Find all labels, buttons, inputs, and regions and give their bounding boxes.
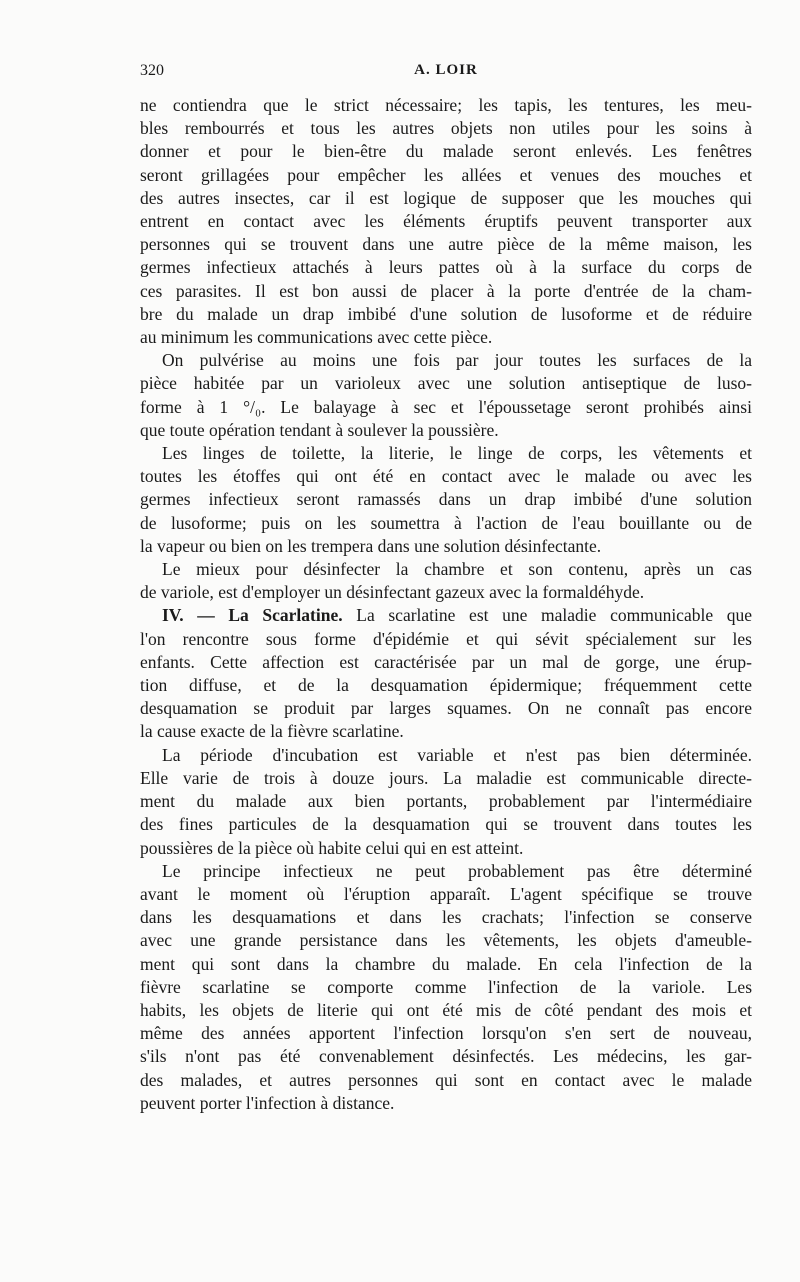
text-line: avant le moment où l'éruption apparaît. L'agent spécifique se trouve [140,883,752,904]
text-line: ces parasites. Il est bon aussi de placer à la porte d'entrée de la cham- [140,280,752,301]
text-line: Elle varie de trois à douze jours. La maladie est communicable directe- [140,767,752,788]
text-line: que toute opération tendant à soulever la poussière. [140,419,499,440]
text-line: pièce habitée par un varioleux avec une solution antiseptique de luso- [140,373,752,394]
text-line: La période d'incubation est variable et n'est pas bien déterminée. [162,744,752,765]
page-number: 320 [140,62,164,79]
text-line: ment du malade aux bien portants, probablement par l'intermédiaire [140,791,752,812]
text-line: dans les desquamations et dans les crachats; l'infection se conserve [140,907,752,928]
running-head-author: A. LOIR [414,62,478,78]
paragraph [140,442,752,558]
text-line: s'ils n'ont pas été convenablement désinfectés. Les médecins, les gar- [140,1046,752,1067]
text-line: même des années apportent l'infection lorsqu'on s'en sert de nouveau, [140,1023,752,1044]
paragraph [140,94,752,349]
text-line: germes infectieux seront ramassés dans un drap imbibé d'une solution [140,489,752,510]
text-line: enfants. Cette affection est caractérisée par un mal de gorge, une érup- [140,651,752,672]
text-line: habits, les objets de literie qui ont été mis de côté pendant des mois et [140,999,752,1020]
text-line: la vapeur ou bien on les trempera dans une solution désinfectante. [140,535,602,556]
section-heading: IV. — La Scarlatine. [162,605,343,626]
text-line: toutes les étoffes qui ont été en contact avec le malade ou avec les [140,466,752,487]
running-header [140,62,752,86]
text-line: donner et pour le bien-être du malade seront enlevés. Les fenêtres [140,141,752,162]
text-line: au minimum les communications avec cette pièce. [140,327,493,348]
text-line: On pulvérise au moins une fois par jour toutes les surfaces de la [162,350,752,371]
text-line: fièvre scarlatine se comporte comme l'infection de la variole. Les [140,976,752,997]
paragraph [140,604,752,743]
text-line: desquamation se produit par larges squames. On ne connaît pas encore [140,698,752,719]
text-line: avec une grande persistance dans les vêtements, les objets d'ameuble- [140,930,752,951]
text-line: des malades, et autres personnes qui sont en contact avec le malade [140,1069,752,1090]
paragraph [140,860,752,1115]
text-line: des fines particules de la desquamation qui se trouvent dans toutes les [140,814,752,835]
text-line: des autres insectes, car il est logique de supposer que les mouches qui [140,187,752,208]
paragraph [140,349,752,442]
text-line: entrent en contact avec les éléments éruptifs peuvent transporter aux [140,211,752,232]
text-line: de variole, est d'employer un désinfectant gazeux avec la formaldéhyde. [140,582,645,603]
text-line: de lusoforme; puis on les soumettra à l'action de l'eau bouillante ou de [140,512,752,533]
text-line: personnes qui se trouvent dans une autre pièce de la même maison, les [140,234,752,255]
text-line: poussières de la pièce où habite celui qui en est atteint. [140,837,524,858]
text-line: l'on rencontre sous forme d'épidémie et qui sévit spécialement sur les [140,628,752,649]
text-line: ne contiendra que le strict nécessaire; les tapis, les tentures, les meu- [140,95,752,115]
paragraph [140,744,752,860]
text-line: IV. — La Scarlatine. La scarlatine est une maladie communicable que [162,605,753,626]
text-line: germes infectieux attachés à leurs pattes où à la surface du corps de [140,257,752,278]
text-line: tion diffuse, et de la desquamation épidermique; fréquemment cette [140,675,752,696]
text-line: forme à 1 °/₀. Le balayage à sec et l'époussetage seront prohibés ainsi [140,396,752,417]
text-line: bles rembourrés et tous les autres objets non utiles pour les soins à [140,118,752,139]
text-line: peuvent porter l'infection à distance. [140,1092,395,1113]
paragraph [140,558,752,604]
text-line: seront grillagées pour empêcher les allées et venues des mouches et [140,164,752,185]
text-line: Le principe infectieux ne peut probablement pas être déterminé [162,860,752,881]
text-line: la cause exacte de la fièvre scarlatine. [140,721,404,742]
text-line: Le mieux pour désinfecter la chambre et son contenu, après un cas [162,559,752,580]
text-line: ment qui sont dans la chambre du malade. En cela l'infection de la [140,953,752,974]
body-text [140,94,752,1115]
text-line: Les linges de toilette, la literie, le linge de corps, les vêtements et [162,443,752,464]
text-line: bre du malade un drap imbibé d'une solution de lusoforme et de réduire [140,303,752,324]
